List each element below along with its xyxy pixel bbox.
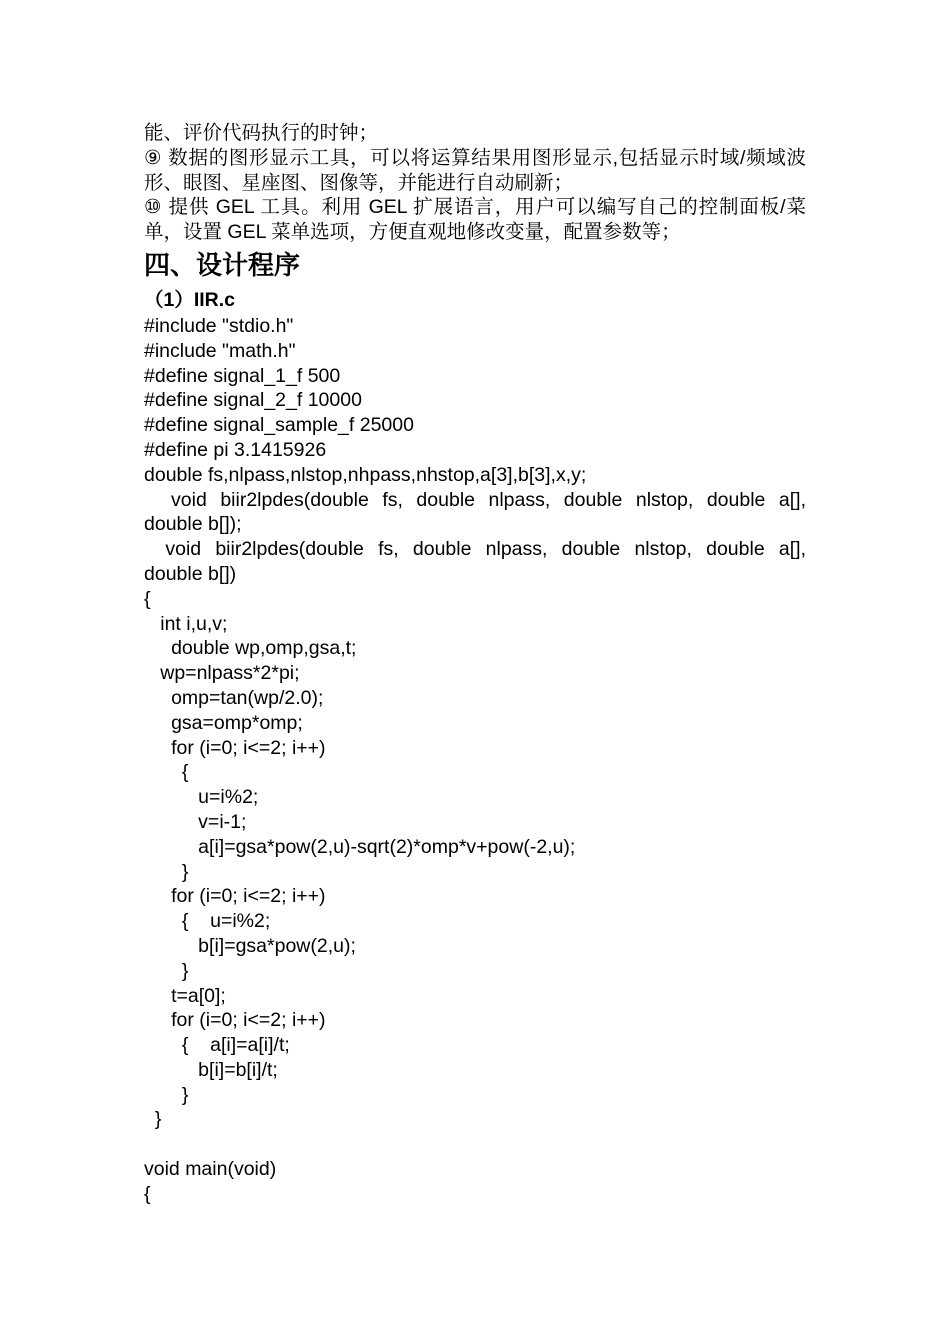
- code-line: #define signal_sample_f 25000: [144, 414, 414, 437]
- code-line: double fs,nlpass,nlstop,nhpass,nhstop,a[3],b[3],x,y;: [144, 463, 587, 486]
- code-line: #define pi 3.1415926: [144, 438, 327, 461]
- code-line: #define signal_2_f 10000: [144, 389, 362, 412]
- subsection-heading: （1）IIR.c: [144, 288, 236, 311]
- code-line: }: [144, 959, 189, 982]
- page-content: [144, 121, 812, 1207]
- code-line: v=i-1;: [144, 810, 247, 833]
- code-line: gsa=omp*omp;: [144, 711, 303, 734]
- code-line: {: [144, 587, 151, 610]
- code-line: void biir2lpdes(double fs, double nlpass, double nlstop, double a[], double b[]): [144, 538, 812, 585]
- section-heading: 四、设计程序: [144, 250, 301, 281]
- code-line: omp=tan(wp/2.0);: [144, 686, 324, 709]
- code-line: a[i]=gsa*pow(2,u)-sqrt(2)*omp*v+pow(-2,u);: [144, 835, 576, 858]
- code-line: void biir2lpdes(double fs, double nlpass, double nlstop, double a[], double b[]);: [144, 488, 812, 536]
- code-line: b[i]=b[i]/t;: [144, 1058, 278, 1081]
- code-line: }: [144, 1108, 162, 1131]
- intro-paragraph: ⑩ 提供 GEL 工具。利用 GEL 扩展语言，用户可以编写自己的控制面板/菜单，设置 GEL 菜单选项，方便直观地修改变量，配置参数等；: [144, 196, 806, 244]
- code-line: {: [144, 761, 189, 784]
- code-line: b[i]=gsa*pow(2,u);: [144, 934, 356, 957]
- code-line: #include "stdio.h": [144, 314, 294, 337]
- intro-paragraph: 能、评价代码执行的时钟；: [144, 122, 379, 144]
- code-line: u=i%2;: [144, 786, 259, 809]
- code-line: for (i=0; i<=2; i++): [144, 1009, 326, 1032]
- code-line: }: [144, 1083, 189, 1106]
- code-line: { u=i%2;: [144, 910, 271, 933]
- code-line: { a[i]=a[i]/t;: [144, 1034, 290, 1057]
- code-line: [144, 1132, 806, 1157]
- code-line: #include "math.h": [144, 339, 296, 362]
- code-line: {: [144, 1182, 151, 1205]
- code-line: t=a[0];: [144, 984, 226, 1007]
- code-line: int i,u,v;: [144, 612, 228, 635]
- code-line: double wp,omp,gsa,t;: [144, 637, 357, 660]
- intro-paragraph: ⑨ 数据的图形显示工具，可以将运算结果用图形显示,包括显示时域/频域波形、眼图、星座图、图像等，并能进行自动刷新；: [144, 146, 806, 194]
- code-line: }: [144, 860, 189, 883]
- code-listing: [144, 314, 812, 1207]
- code-line: #define signal_1_f 500: [144, 364, 341, 387]
- code-line: void main(void): [144, 1158, 277, 1181]
- code-line: for (i=0; i<=2; i++): [144, 736, 326, 759]
- code-line: for (i=0; i<=2; i++): [144, 885, 326, 908]
- code-line: wp=nlpass*2*pi;: [144, 662, 300, 685]
